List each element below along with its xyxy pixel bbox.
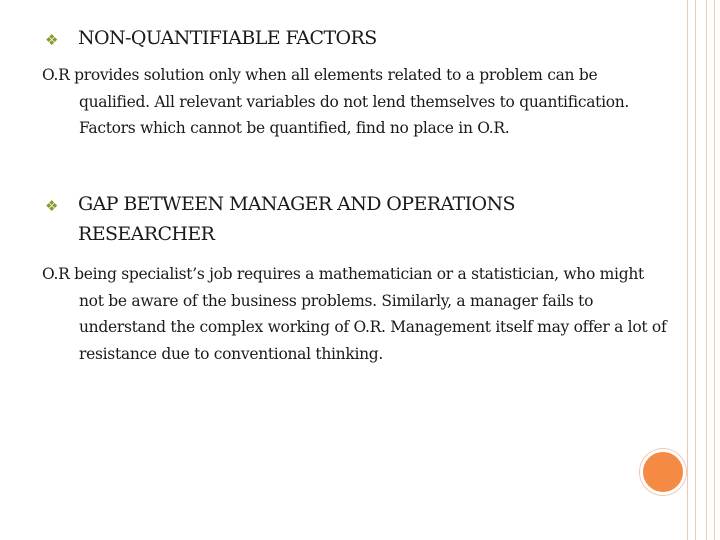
section-heading-text: NON-QUANTIFIABLE FACTORS	[78, 27, 377, 49]
accent-circle	[640, 449, 686, 495]
bullet-icon: ❖	[45, 31, 58, 49]
frame-line	[695, 0, 696, 540]
section-heading-text: GAP BETWEEN MANAGER AND OPERATIONS RESEARCHER	[78, 193, 515, 245]
section-heading	[45, 23, 377, 53]
section-heading	[45, 189, 558, 249]
section-body: O.R being specialist’s job requires a mathematician or a statistician, who might not be aware of the business problems. Similarly, a manager fails to understand the complex working of O.R. Management itself may offer a lot of resistance due to conventional thinking.	[42, 265, 667, 363]
frame-line	[706, 0, 707, 540]
bullet-icon: ❖	[45, 197, 58, 215]
frame-line	[714, 0, 715, 540]
section-body: O.R provides solution only when all elements related to a problem can be qualified. All relevant variables do not lend themselves to quantification. Factors which cannot be quantified, find no place in O.R.	[42, 66, 630, 137]
frame-line	[687, 0, 688, 540]
